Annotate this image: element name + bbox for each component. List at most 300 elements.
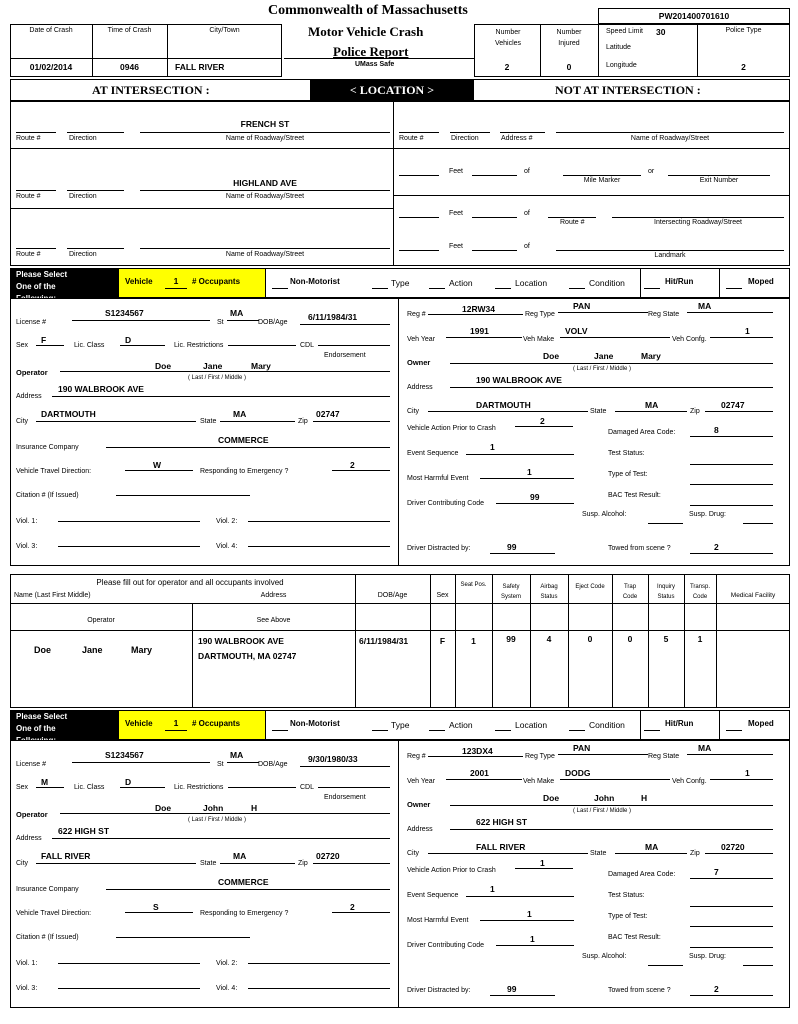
field-underline	[496, 503, 574, 504]
susp-alcohol-label: Susp. Alcohol:	[582, 953, 627, 960]
event-seq-label: Event Sequence	[407, 450, 459, 457]
field-underline	[58, 546, 200, 547]
field-underline	[36, 787, 64, 788]
field-underline	[690, 926, 773, 927]
route-label: Route #	[16, 193, 41, 200]
num-vehicles: 2	[504, 62, 510, 72]
viol2-label: Viol. 2:	[216, 960, 238, 967]
travel-dir-value: S	[153, 902, 159, 912]
occupants-instruction: Please fill out for operator and all occupants involved	[96, 578, 284, 587]
type-label: Type	[391, 720, 410, 730]
field-underline	[690, 878, 773, 879]
address-label: Address	[16, 835, 42, 842]
operator-label: Operator	[16, 810, 48, 819]
see-above-label: See Above	[256, 617, 291, 624]
field-underline	[227, 320, 259, 321]
non-motorist-label: Non-Motorist	[290, 719, 340, 728]
roadway-label: Name of Roadway/Street	[225, 193, 305, 200]
travel-dir-label: Vehicle Travel Direction:	[16, 910, 92, 917]
field-underline	[116, 937, 250, 938]
license-value: S1234567	[105, 308, 144, 318]
operator-last: Doe	[155, 803, 172, 813]
owner-middle: H	[641, 793, 648, 803]
form-subtitle: Police Report	[333, 44, 409, 59]
owner-label: Owner	[407, 358, 431, 367]
towed-label: Towed from scene ?	[608, 987, 671, 994]
owner-state-value: MA	[645, 400, 659, 410]
viol3-label: Viol. 3:	[16, 543, 38, 550]
field-underline	[690, 505, 773, 506]
speed-limit: 30	[656, 27, 666, 37]
field-underline	[52, 838, 390, 839]
field-underline	[615, 853, 687, 854]
most-harmful-label: Most Harmful Event	[407, 917, 469, 924]
col-trap: Trap Code	[622, 584, 638, 600]
field-underline	[428, 314, 523, 315]
field-underline	[490, 553, 555, 554]
occ-sex: F	[439, 636, 446, 646]
field-underline	[450, 829, 773, 830]
street-2: HIGHLAND AVE	[233, 178, 297, 188]
state-value: MA	[233, 409, 247, 419]
hit-run-label: Hit/Run	[665, 277, 694, 286]
name-order-label: ( Last / First / Middle )	[188, 817, 247, 823]
agency-name: UMass Safe	[355, 61, 395, 68]
direction-label: Direction	[69, 251, 97, 258]
field-underline	[60, 371, 390, 372]
date-label: Date of Crash	[29, 27, 73, 34]
reg-label: Reg #	[407, 753, 426, 760]
field-underline	[490, 995, 555, 996]
occ-transp: 1	[697, 634, 703, 644]
citation-label: Citation # (If Issued)	[16, 492, 79, 499]
field-underline	[220, 421, 295, 422]
location-field-label: Location	[515, 720, 548, 730]
veh-config-value: 1	[745, 768, 750, 778]
field-underline	[58, 988, 200, 989]
direction-label: Direction	[69, 135, 97, 142]
veh-make-value: VOLV	[565, 326, 588, 336]
owner-zip-label: Zip	[690, 408, 700, 415]
owner-zip-label: Zip	[690, 850, 700, 857]
driver-contrib-value: 1	[530, 934, 535, 944]
col-injury: Inquiry Status	[656, 584, 675, 600]
address-label: Address	[16, 393, 42, 400]
citation-label: Citation # (If Issued)	[16, 934, 79, 941]
occ-trap: 0	[627, 634, 633, 644]
sex-value: M	[41, 777, 49, 787]
owner-city-value: FALL RIVER	[476, 842, 526, 852]
col-airbag: Airbag Status	[540, 584, 558, 600]
field-underline	[705, 853, 773, 854]
please-select-box	[10, 268, 118, 303]
operator-middle: H	[251, 803, 258, 813]
operator-first: Jane	[203, 361, 223, 371]
field-underline	[743, 965, 773, 966]
route-label: Route #	[399, 135, 424, 142]
occ-airbag: 4	[546, 634, 552, 644]
owner-address-value: 190 WALBROOK AVE	[476, 375, 562, 385]
field-underline	[313, 863, 390, 864]
dob-age-label: DOB/Age	[258, 761, 288, 768]
field-underline	[615, 411, 687, 412]
state-label: State	[200, 860, 217, 867]
field-underline	[450, 387, 773, 388]
operator-middle: Mary	[251, 361, 271, 371]
col-safety: Safety System	[500, 584, 521, 600]
type-of-test-label: Type of Test:	[608, 913, 648, 920]
col-medical: Medical Facility	[730, 592, 776, 599]
event-seq-label: Event Sequence	[407, 892, 459, 899]
owner-label: Owner	[407, 800, 431, 809]
damaged-area-label: Damaged Area Code:	[608, 871, 676, 878]
zip-label: Zip	[298, 418, 308, 425]
action-prior-value: 1	[540, 858, 545, 868]
reg-state-value: MA	[698, 743, 712, 753]
field-underline	[450, 363, 773, 364]
roadway-label: Name of Roadway/Street	[225, 135, 305, 142]
col-name: Name (Last First Middle)	[14, 592, 91, 599]
sex-label: Sex	[16, 784, 29, 791]
owner-state-value: MA	[645, 842, 659, 852]
bac-label: BAC Test Result:	[608, 934, 661, 941]
action-prior-label: Vehicle Action Prior to Crash	[407, 425, 496, 432]
condition-label: Condition	[589, 278, 625, 288]
field-underline	[515, 426, 573, 427]
location-label: < LOCATION >	[310, 79, 474, 101]
insurance-value: COMMERCE	[218, 877, 269, 887]
vehicle-number: 1	[173, 718, 179, 728]
bac-label: BAC Test Result:	[608, 492, 661, 499]
field-underline	[313, 421, 390, 422]
owner-zip-value: 02747	[721, 400, 745, 410]
field-underline	[450, 805, 773, 806]
state-label: State	[200, 418, 217, 425]
field-underline	[332, 470, 390, 471]
feet-label: Feet	[449, 168, 464, 175]
field-underline	[318, 345, 390, 346]
field-underline	[72, 762, 210, 763]
license-label: License #	[16, 761, 46, 768]
occ-eject: 0	[587, 634, 593, 644]
col-transp: Transp. Code	[689, 584, 711, 600]
field-underline	[36, 863, 196, 864]
field-underline	[106, 447, 390, 448]
field-underline	[690, 436, 773, 437]
insurance-value: COMMERCE	[218, 435, 269, 445]
sex-value: F	[41, 335, 47, 345]
address-value: 622 HIGH ST	[58, 826, 110, 836]
col-seat: Seat Pos.	[460, 582, 487, 588]
license-state-value: MA	[230, 308, 244, 318]
field-underline	[36, 421, 196, 422]
crash-date: 01/02/2014	[29, 62, 73, 72]
speed-limit-label: Speed Limit	[606, 28, 643, 35]
occ-injury: 5	[663, 634, 669, 644]
viol3-label: Viol. 3:	[16, 985, 38, 992]
reg-label: Reg #	[407, 311, 426, 318]
occ-middle: Mary	[131, 645, 153, 655]
driver-contrib-value: 99	[530, 492, 540, 502]
crash-time: 0946	[120, 62, 139, 72]
name-order-label: ( Last / First / Middle )	[188, 375, 247, 381]
lic-class-label: Lic. Class	[74, 342, 105, 349]
reg-type-label: Reg Type	[525, 753, 555, 760]
test-status-label: Test Status:	[608, 450, 645, 457]
st-label: St	[217, 761, 224, 768]
field-underline	[648, 523, 683, 524]
endorsement-label: Endorsement	[324, 352, 366, 359]
owner-zip-value: 02720	[721, 842, 745, 852]
insurance-label: Insurance Company	[16, 886, 79, 893]
field-underline	[648, 965, 683, 966]
field-underline	[36, 345, 64, 346]
field-underline	[116, 495, 250, 496]
owner-state-label: State	[590, 850, 607, 857]
field-underline	[332, 912, 390, 913]
col-eject: Eject Code	[575, 584, 605, 590]
driver-contrib-label: Driver Contributing Code	[407, 500, 485, 507]
zip-value: 02720	[316, 851, 340, 861]
dob-age-label: DOB/Age	[258, 319, 288, 326]
field-underline	[248, 963, 390, 964]
license-state-value: MA	[230, 750, 244, 760]
travel-dir-value: W	[153, 460, 162, 470]
vehicle-number: 1	[173, 276, 179, 286]
distracted-label: Driver Distracted by:	[407, 545, 471, 552]
license-value: S1234567	[105, 750, 144, 760]
form-title: Motor Vehicle Crash	[308, 24, 424, 39]
field-underline	[466, 454, 574, 455]
viol4-label: Viol. 4:	[216, 985, 238, 992]
occ-seat: 1	[471, 636, 476, 646]
owner-name-order-label: ( Last / First / Middle )	[573, 808, 632, 814]
field-underline	[446, 779, 522, 780]
field-underline	[72, 320, 210, 321]
field-underline	[227, 762, 259, 763]
field-underline	[248, 988, 390, 989]
field-underline	[106, 889, 390, 890]
at-intersection-label: AT INTERSECTION :	[92, 83, 210, 97]
dob-age-value: 9/30/1980/33	[308, 754, 358, 764]
sex-label: Sex	[16, 342, 29, 349]
lic-class-value: D	[125, 335, 132, 345]
owner-city-label: City	[407, 850, 420, 857]
veh-config-label: Veh Confg.	[672, 778, 707, 785]
occ-first: Jane	[82, 645, 103, 655]
occ-safety: 99	[506, 634, 516, 644]
lic-class-label: Lic. Class	[74, 784, 105, 791]
field-underline	[125, 470, 193, 471]
crash-city: FALL RIVER	[175, 62, 225, 72]
owner-address-value: 622 HIGH ST	[476, 817, 528, 827]
intersecting-label: Intersecting Roadway/Street	[654, 219, 742, 226]
field-underline	[690, 484, 773, 485]
emergency-label: Responding to Emergency ?	[200, 468, 289, 475]
veh-config-label: Veh Confg.	[672, 336, 707, 343]
one-of-the-label: One of the	[16, 724, 56, 733]
please-select-label: Please Select	[16, 712, 68, 721]
veh-make-label: Veh Make	[523, 778, 555, 785]
distracted-value: 99	[507, 984, 517, 994]
distracted-value: 99	[507, 542, 517, 552]
field-underline	[248, 521, 390, 522]
lic-class-value: D	[125, 777, 132, 787]
report-id: PW201400701610	[658, 11, 730, 21]
longitude-label: Longitude	[606, 62, 637, 69]
field-underline	[428, 853, 588, 854]
please-select-box	[10, 710, 118, 745]
field-underline	[687, 754, 773, 755]
owner-city-value: DARTMOUTH	[476, 400, 531, 410]
distracted-label: Driver Distracted by:	[407, 987, 471, 994]
direction-label: Direction	[69, 193, 97, 200]
veh-year-label: Veh Year	[407, 778, 436, 785]
field-underline	[318, 787, 390, 788]
field-underline	[690, 464, 773, 465]
field-underline	[560, 779, 670, 780]
most-harmful-value: 1	[527, 467, 532, 477]
type-of-test-label: Type of Test:	[608, 471, 648, 478]
non-motorist-label: Non-Motorist	[290, 277, 340, 286]
field-underline	[300, 766, 390, 767]
occ-last: Doe	[34, 645, 52, 655]
city-label: City/Town	[209, 27, 240, 34]
not-at-intersection-label: NOT AT INTERSECTION :	[555, 83, 701, 97]
towed-value: 2	[714, 542, 719, 552]
of-label: of	[524, 210, 530, 217]
field-underline	[228, 345, 296, 346]
condition-label: Condition	[589, 720, 625, 730]
one-of-the-label: One of the	[16, 282, 56, 291]
dob-age-value: 6/11/1984/31	[308, 312, 358, 322]
operator-label: Operator	[16, 368, 48, 377]
owner-address-label: Address	[407, 826, 433, 833]
route-label: Route #	[16, 251, 41, 258]
veh-year-label: Veh Year	[407, 336, 436, 343]
num-injured-label: Number Injured	[556, 29, 582, 47]
of-label: of	[524, 243, 530, 250]
moped-label: Moped	[748, 719, 774, 728]
following-label: Following:	[16, 736, 56, 745]
field-underline	[220, 863, 295, 864]
latitude-label: Latitude	[606, 44, 631, 51]
route-label: Route #	[16, 135, 41, 142]
emergency-value: 2	[350, 460, 355, 470]
field-underline	[466, 896, 574, 897]
owner-last: Doe	[543, 793, 560, 803]
field-underline	[480, 478, 574, 479]
address-value: 190 WALBROOK AVE	[58, 384, 144, 394]
vehicle-label: Vehicle	[125, 277, 153, 286]
owner-state-label: State	[590, 408, 607, 415]
st-label: St	[217, 319, 224, 326]
roadway-label: Name of Roadway/Street	[225, 251, 305, 258]
form-title-state: Commonwealth of Massachusetts	[268, 3, 468, 18]
occ-address-2: DARTMOUTH, MA 02747	[198, 651, 297, 661]
owner-first: Jane	[594, 351, 614, 361]
field-underline	[480, 920, 574, 921]
field-underline	[743, 523, 773, 524]
owner-first: John	[594, 793, 615, 803]
field-underline	[248, 546, 390, 547]
susp-drug-label: Susp. Drug:	[689, 953, 726, 960]
action-label: Action	[449, 720, 473, 730]
location-field-label: Location	[515, 278, 548, 288]
viol1-label: Viol. 1:	[16, 518, 38, 525]
direction-label: Direction	[451, 135, 479, 142]
viol4-label: Viol. 4:	[216, 543, 238, 550]
reg-type-label: Reg Type	[525, 311, 555, 318]
num-injured: 0	[566, 62, 572, 72]
please-select-label: Please Select	[16, 270, 68, 279]
reg-state-label: Reg State	[648, 311, 680, 318]
occ-address-1: 190 WALBROOK AVE	[198, 636, 284, 646]
emergency-value: 2	[350, 902, 355, 912]
reg-value: 12RW34	[462, 304, 495, 314]
most-harmful-value: 1	[527, 909, 532, 919]
susp-drug-label: Susp. Drug:	[689, 511, 726, 518]
reg-value: 123DX4	[462, 746, 493, 756]
field-underline	[60, 813, 390, 814]
type-label: Type	[391, 278, 410, 288]
field-underline	[705, 411, 773, 412]
reg-state-value: MA	[698, 301, 712, 311]
route-label: Route #	[560, 219, 585, 226]
endorsement-label: Endorsement	[324, 794, 366, 801]
reg-state-label: Reg State	[648, 753, 680, 760]
veh-make-value: DODG	[565, 768, 591, 778]
cdl-label: CDL	[300, 784, 315, 791]
field-underline	[228, 787, 296, 788]
field-underline	[496, 945, 574, 946]
following-label: Following:	[16, 294, 56, 303]
field-underline	[690, 947, 773, 948]
or-label: or	[648, 168, 655, 175]
field-underline	[58, 521, 200, 522]
field-underline	[690, 995, 773, 996]
state-value: MA	[233, 851, 247, 861]
owner-address-label: Address	[407, 384, 433, 391]
vehicle-label: Vehicle	[125, 719, 153, 728]
occupants-label: # Occupants	[192, 277, 241, 286]
field-underline	[558, 312, 648, 313]
susp-alcohol-label: Susp. Alcohol:	[582, 511, 627, 518]
col-address: Address	[260, 592, 287, 599]
veh-config-value: 1	[745, 326, 750, 336]
lic-restrictions-label: Lic. Restrictions	[174, 784, 224, 791]
field-underline	[560, 337, 670, 338]
feet-label: Feet	[449, 243, 464, 250]
address-number-label: Address #	[501, 135, 533, 142]
cdl-label: CDL	[300, 342, 315, 349]
num-vehicles-label: Number Vehicles	[494, 29, 522, 47]
police-type-label: Police Type	[725, 27, 762, 34]
travel-dir-label: Vehicle Travel Direction:	[16, 468, 92, 475]
mile-marker-label: Mile Marker	[583, 177, 621, 184]
reg-type-value: PAN	[573, 743, 591, 753]
field-underline	[446, 337, 522, 338]
action-label: Action	[449, 278, 473, 288]
field-underline	[687, 312, 773, 313]
roadway-label: Name of Roadway/Street	[630, 135, 710, 142]
lic-restrictions-label: Lic. Restrictions	[174, 342, 224, 349]
owner-name-order-label: ( Last / First / Middle )	[573, 366, 632, 372]
owner-middle: Mary	[641, 351, 661, 361]
col-dob: DOB/Age	[377, 592, 408, 599]
test-status-label: Test Status:	[608, 892, 645, 899]
action-prior-label: Vehicle Action Prior to Crash	[407, 867, 496, 874]
